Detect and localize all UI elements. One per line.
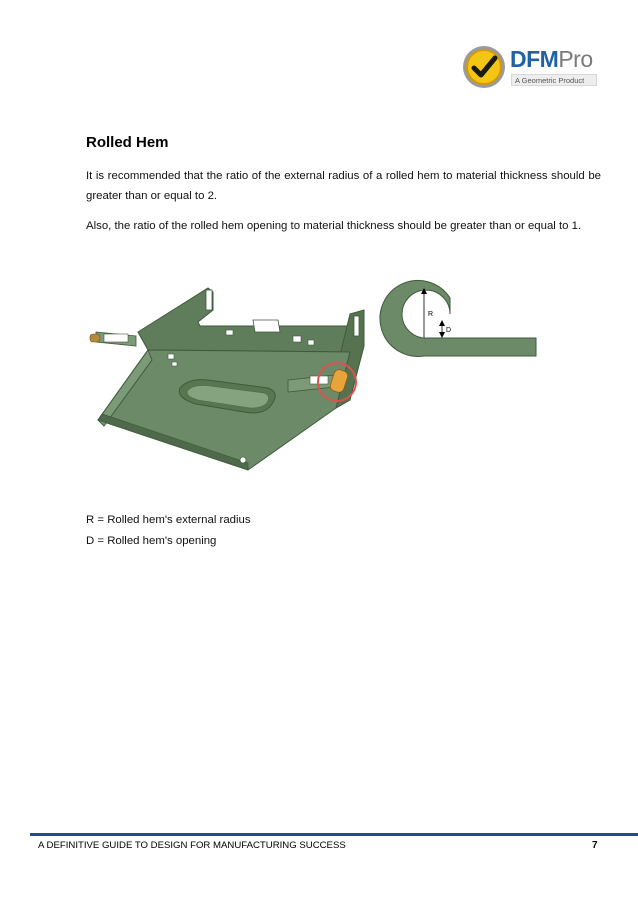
paragraph-radius-ratio: It is recommended that the ratio of the external radius of a rolled hem to material thickness should be greater than or equal to 2. <box>86 170 601 202</box>
footer-title: A DEFINITIVE GUIDE TO DESIGN FOR MANUFACTURING SUCCESS <box>38 840 346 851</box>
footer-divider <box>30 833 638 836</box>
logo-wordmark: DFMPro <box>510 46 593 72</box>
sheet-metal-part-illustration <box>88 270 368 475</box>
radius-label: R <box>428 311 434 318</box>
opening-label: D <box>446 327 452 334</box>
section-title: Rolled Hem <box>86 134 169 151</box>
paragraph-opening-ratio: Also, the ratio of the rolled hem opening to material thickness should be greater than or equal to 1. <box>86 220 582 232</box>
definition-radius: R = Rolled hem's external radius <box>86 514 251 526</box>
checkmark-logo-icon <box>461 44 507 90</box>
dfmpro-logo <box>461 44 601 94</box>
definition-opening: D = Rolled hem's opening <box>86 535 217 547</box>
logo-tagline: A Geometric Product <box>511 74 597 86</box>
rolled-hem-section-diagram <box>378 278 538 370</box>
page-number: 7 <box>592 840 598 851</box>
